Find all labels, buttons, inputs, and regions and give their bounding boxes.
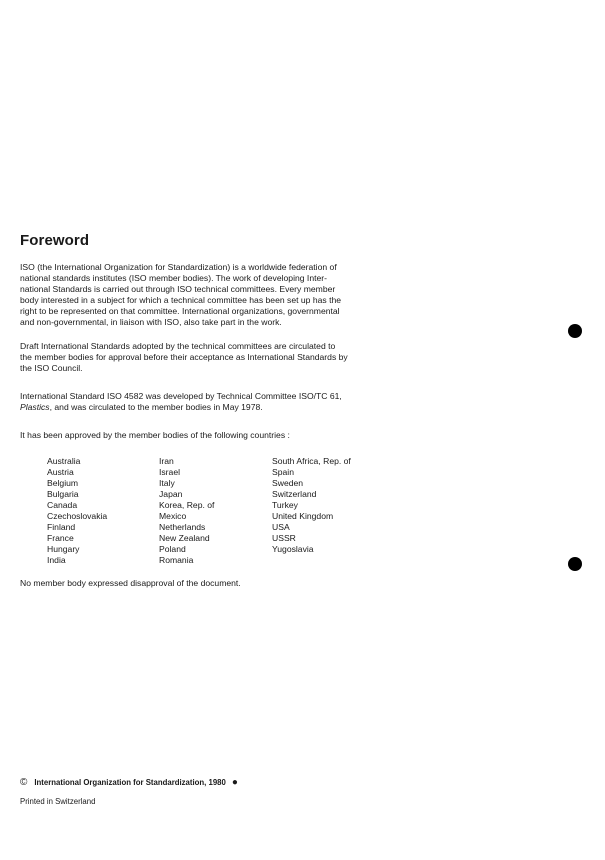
- country-item: United Kingdom: [272, 511, 334, 521]
- draft-line: Draft International Standards adopted by the technical committees are circulated to: [20, 341, 336, 351]
- country-item: Romania: [159, 555, 194, 565]
- country-item: Iran: [159, 456, 174, 466]
- country-item: Czechoslovakia: [47, 511, 108, 521]
- country-item: Spain: [272, 467, 294, 477]
- country-item: Yugoslavia: [272, 544, 314, 554]
- country-item: France: [47, 533, 74, 543]
- intro-line: right to be represented on that committee. International organizations, governmental: [20, 306, 340, 316]
- intro-line: and non-governmental, in liaison with ISO, also take part in the work.: [20, 317, 282, 327]
- country-list: [47, 456, 382, 566]
- copyright-icon: ©: [20, 777, 28, 788]
- page-title: Foreword: [20, 232, 90, 249]
- draft-line: the ISO Council.: [20, 363, 83, 373]
- intro-line: body interested in a subject for which a technical committee has been set up has the: [20, 295, 342, 305]
- intro-line: national standards institutes (ISO member bodies). The work of developing Inter-: [20, 273, 327, 283]
- bullet-icon: ●: [231, 777, 238, 788]
- country-item: USA: [272, 522, 290, 532]
- country-item: Mexico: [159, 511, 187, 521]
- printed-in: Printed in Switzerland: [20, 797, 96, 806]
- punch-hole-marker: [568, 557, 582, 571]
- country-item: Italy: [159, 478, 175, 488]
- plastics-italic: Plastics: [20, 402, 50, 412]
- country-item: Hungary: [47, 544, 80, 554]
- country-item: Sweden: [272, 478, 304, 488]
- country-item: Australia: [47, 456, 81, 466]
- country-item: New Zealand: [159, 533, 210, 543]
- disapproval-statement: No member body expressed disapproval of the document.: [20, 578, 241, 588]
- country-item: Korea, Rep. of: [159, 500, 215, 510]
- country-item: Japan: [159, 489, 183, 499]
- country-column-1: [47, 456, 159, 566]
- country-item: Finland: [47, 522, 76, 532]
- standard-paragraph: [20, 391, 365, 413]
- intro-line: national Standards is carried out through ISO technical committees. Every member: [20, 284, 336, 294]
- country-item: Belgium: [47, 478, 79, 488]
- country-item: Israel: [159, 467, 181, 477]
- country-item: Poland: [159, 544, 186, 554]
- draft-paragraph: [20, 341, 365, 374]
- draft-line: the member bodies for approval before their acceptance as International Standards by: [20, 352, 348, 362]
- country-item: Netherlands: [159, 522, 206, 532]
- standard-line: [20, 402, 365, 413]
- country-item: Canada: [47, 500, 78, 510]
- country-item: India: [47, 555, 66, 565]
- standard-line: International Standard ISO 4582 was developed by Technical Committee ISO/TC 61,: [20, 391, 342, 401]
- punch-hole-marker: [568, 324, 582, 338]
- intro-paragraph: [20, 262, 365, 328]
- copyright-footer: [20, 777, 238, 788]
- country-column-2: [159, 456, 272, 566]
- country-item: Bulgaria: [47, 489, 79, 499]
- country-item: Turkey: [272, 500, 298, 510]
- standard-line-rest: , and was circulated to the member bodies in May 1978.: [49, 402, 263, 412]
- country-item: Switzerland: [272, 489, 317, 499]
- intro-line: ISO (the International Organization for Standardization) is a worldwide federation of: [20, 262, 337, 272]
- country-item: South Africa, Rep. of: [272, 456, 351, 466]
- country-item: USSR: [272, 533, 296, 543]
- copyright-organization: International Organization for Standardization, 1980: [34, 778, 226, 787]
- approval-intro: It has been approved by the member bodies of the following countries :: [20, 430, 290, 440]
- country-column-3: [272, 456, 382, 566]
- country-item: Austria: [47, 467, 74, 477]
